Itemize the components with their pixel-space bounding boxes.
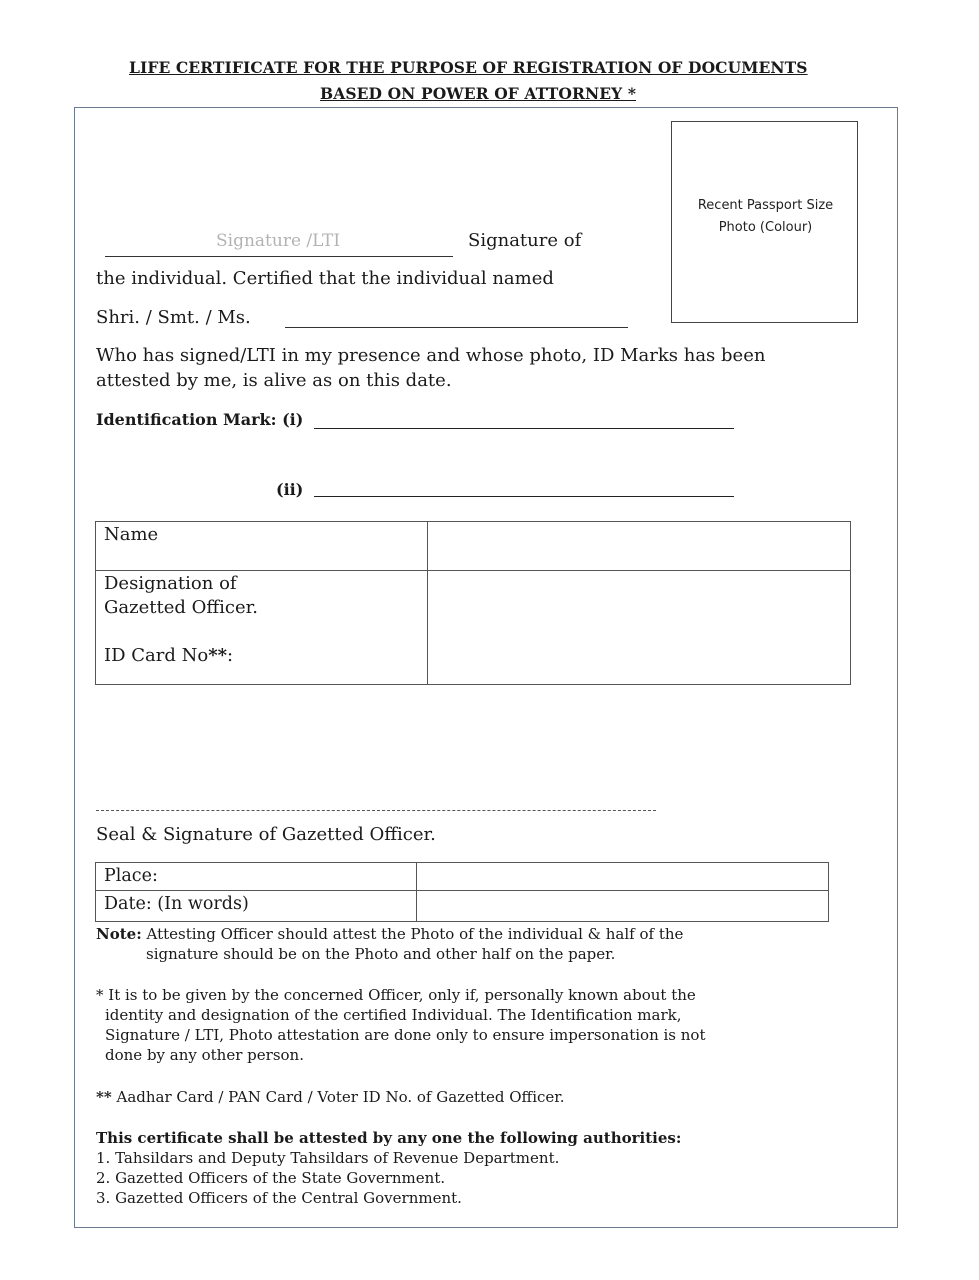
- identification-mark-2-line[interactable]: [314, 496, 734, 497]
- signature-placeholder: Signature /LTI: [216, 231, 341, 251]
- id-card-label: ID Card No**:: [104, 645, 234, 666]
- name-label-cell: [96, 522, 428, 571]
- seal-signature-line[interactable]: [96, 810, 656, 811]
- title-line-1: LIFE CERTIFICATE FOR THE PURPOSE OF REGISTRATION OF DOCUMENTS: [129, 58, 808, 77]
- place-label-cell: [96, 863, 417, 891]
- identification-mark-1-line[interactable]: [314, 428, 734, 429]
- signature-label: Signature of: [468, 230, 582, 251]
- authorities-block: [96, 1128, 681, 1208]
- footnote-star: *: [96, 986, 104, 1004]
- footnote-1-line-2: identity and designation of the certified Individual. The Identification mark,: [105, 1006, 682, 1024]
- photo-box-label-1: Recent Passport Size: [697, 198, 834, 213]
- place-date-table: [95, 862, 829, 922]
- name-label: Name: [104, 524, 159, 545]
- identification-mark-label: Identification Mark: (i): [96, 410, 304, 429]
- designation-label-2: Gazetted Officer.: [104, 597, 258, 618]
- place-label: Place:: [104, 866, 158, 886]
- photo-box[interactable]: [671, 121, 858, 323]
- date-label: Date: (In words): [104, 894, 249, 914]
- date-label-cell: [96, 891, 417, 922]
- note-line-2: signature should be on the Photo and other half on the paper.: [146, 945, 616, 963]
- place-value-cell[interactable]: [417, 863, 829, 891]
- designation-label-cell: [96, 571, 428, 685]
- designation-label-1: Designation of: [104, 573, 237, 594]
- individual-name-line[interactable]: [285, 327, 628, 328]
- officer-table: [95, 521, 851, 685]
- certified-text: the individual. Certified that the individual named: [96, 268, 554, 289]
- date-value-cell[interactable]: [417, 891, 829, 922]
- title-line-2: BASED ON POWER OF ATTORNEY *: [320, 84, 637, 103]
- attestation-line-2: attested by me, is alive as on this date.: [96, 370, 452, 391]
- authorities-heading: This certificate shall be attested by any one the following authorities:: [96, 1129, 682, 1147]
- identification-mark-2-label: (ii): [276, 480, 304, 499]
- photo-box-label-2: Photo (Colour): [718, 220, 813, 235]
- footnote-2-text: Aadhar Card / PAN Card / Voter ID No. of Gazetted Officer.: [116, 1088, 565, 1106]
- authority-item-1: 1. Tahsildars and Deputy Tahsildars of Revenue Department.: [96, 1149, 560, 1167]
- authority-item-2: 2. Gazetted Officers of the State Government.: [96, 1169, 446, 1187]
- attestation-line-1: Who has signed/LTI in my presence and whose photo, ID Marks has been: [96, 345, 766, 366]
- note-line-1: Attesting Officer should attest the Photo of the individual & half of the: [146, 925, 684, 943]
- footnote-2-stars: **: [96, 1088, 112, 1106]
- salutation-label: Shri. / Smt. / Ms.: [96, 307, 251, 328]
- footnote-1-line-1: It is to be given by the concerned Officer, only if, personally known about the: [108, 986, 696, 1004]
- designation-value-cell[interactable]: [428, 571, 851, 685]
- footnote-double-star: [96, 1087, 565, 1107]
- footnote-1-line-3: Signature / LTI, Photo attestation are done only to ensure impersonation is not: [105, 1026, 706, 1044]
- footnote-1-line-4: done by any other person.: [105, 1046, 304, 1064]
- footnote-single-star: [96, 985, 796, 1065]
- note-prefix: Note:: [96, 925, 142, 943]
- seal-signature-label: Seal & Signature of Gazetted Officer.: [96, 824, 436, 845]
- authority-item-3: 3. Gazetted Officers of the Central Government.: [96, 1189, 462, 1207]
- name-value-cell[interactable]: [428, 522, 851, 571]
- signature-line[interactable]: [105, 256, 453, 257]
- note-block: [96, 924, 796, 964]
